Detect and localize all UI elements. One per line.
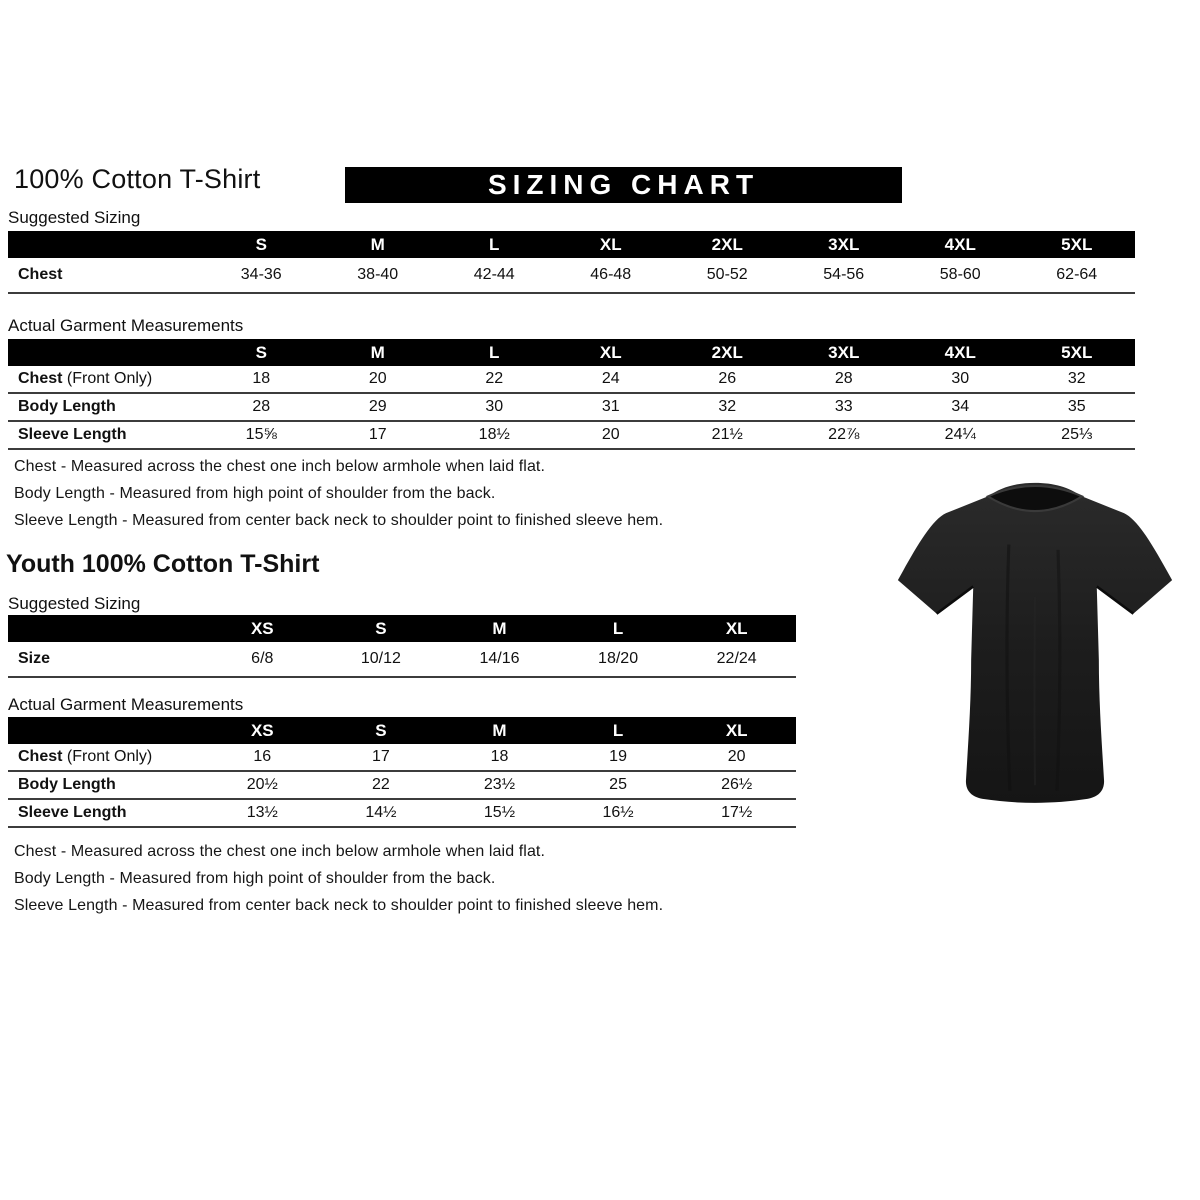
adult-suggested-sizing-label: Suggested Sizing xyxy=(8,208,141,227)
measurement-value: 20½ xyxy=(203,771,322,799)
youth-section-title: Youth 100% Cotton T-Shirt xyxy=(6,550,320,578)
measurement-value: 28 xyxy=(786,366,903,393)
measurement-value: 46-48 xyxy=(553,258,670,293)
row-label-text: Chest xyxy=(18,748,63,765)
row-label-text: Sleeve Length xyxy=(18,804,127,821)
measurement-value: 32 xyxy=(669,393,786,421)
youth-actual-measurements xyxy=(8,717,796,828)
measurement-value: 14½ xyxy=(322,799,441,827)
measurement-value: 34 xyxy=(902,393,1019,421)
size-column-header: 5XL xyxy=(1019,339,1136,366)
measurement-value: 22 xyxy=(322,771,441,799)
row-label xyxy=(8,744,203,771)
measurement-value: 22⅞ xyxy=(786,421,903,449)
measurement-value: 35 xyxy=(1019,393,1136,421)
measurement-value: 29 xyxy=(320,393,437,421)
row-label xyxy=(8,366,203,393)
size-column-header: XS xyxy=(203,615,322,642)
measurement-value: 18 xyxy=(440,744,559,771)
row-label xyxy=(8,799,203,827)
size-table xyxy=(8,231,1135,294)
row-label-text: Chest xyxy=(18,370,63,387)
header-row xyxy=(8,615,796,642)
measurement-value: 25 xyxy=(559,771,678,799)
measurement-value: 10/12 xyxy=(322,642,441,677)
measurement-value: 18½ xyxy=(436,421,553,449)
youth-measurement-notes xyxy=(14,843,834,924)
measurement-value: 17½ xyxy=(677,799,796,827)
size-table xyxy=(8,717,796,828)
note-chest: Chest - Measured across the chest one inch below armhole when laid flat. xyxy=(14,843,546,860)
sizing-chart-banner: SIZING CHART xyxy=(345,167,902,203)
row-label-text: Chest xyxy=(18,266,63,283)
size-column-header: L xyxy=(436,231,553,258)
measurement-row xyxy=(8,393,1135,421)
youth-actual-measurements-label: Actual Garment Measurements xyxy=(8,695,244,714)
size-column-header: 2XL xyxy=(669,339,786,366)
youth-suggested-sizing-label: Suggested Sizing xyxy=(8,594,141,613)
size-column-header: XL xyxy=(677,717,796,744)
size-column-header: 3XL xyxy=(786,339,903,366)
measurement-value: 42-44 xyxy=(436,258,553,293)
row-label xyxy=(8,421,203,449)
measurement-value: 50-52 xyxy=(669,258,786,293)
measurement-value: 23½ xyxy=(440,771,559,799)
measurement-row xyxy=(8,421,1135,449)
header-row xyxy=(8,231,1135,258)
size-column-header: S xyxy=(203,231,320,258)
size-column-header: S xyxy=(203,339,320,366)
measurement-value: 22 xyxy=(436,366,553,393)
adult-suggested-sizing xyxy=(8,231,1135,294)
measurement-value: 24¼ xyxy=(902,421,1019,449)
measurement-value: 30 xyxy=(436,393,553,421)
measurement-value: 20 xyxy=(553,421,670,449)
row-label-suffix: (Front Only) xyxy=(66,748,153,765)
size-column-header: L xyxy=(559,615,678,642)
size-column-header: S xyxy=(322,615,441,642)
measurement-value: 15½ xyxy=(440,799,559,827)
measurement-value: 14/16 xyxy=(440,642,559,677)
measurement-value: 19 xyxy=(559,744,678,771)
row-label-text: Sleeve Length xyxy=(18,426,127,443)
measurement-row xyxy=(8,642,796,677)
row-label-suffix: (Front Only) xyxy=(66,370,153,387)
note-sleeve-length: Sleeve Length - Measured from center back neck to shoulder point to finished sleeve hem. xyxy=(14,897,664,914)
size-table xyxy=(8,339,1135,450)
measurement-value: 20 xyxy=(320,366,437,393)
row-label-text: Body Length xyxy=(18,398,116,415)
measurement-value: 24 xyxy=(553,366,670,393)
adult-measurement-notes xyxy=(14,458,834,539)
measurement-value: 18/20 xyxy=(559,642,678,677)
row-label-text: Size xyxy=(18,650,51,667)
measurement-value: 38-40 xyxy=(320,258,437,293)
size-column-header: XL xyxy=(677,615,796,642)
measurement-value: 22/24 xyxy=(677,642,796,677)
measurement-row xyxy=(8,799,796,827)
measurement-row xyxy=(8,258,1135,293)
row-label xyxy=(8,258,203,293)
measurement-value: 62-64 xyxy=(1019,258,1136,293)
note-body-length: Body Length - Measured from high point of shoulder from the back. xyxy=(14,870,496,887)
size-column-header: M xyxy=(320,231,437,258)
adult-section-title: 100% Cotton T-Shirt xyxy=(14,164,261,194)
measurement-value: 30 xyxy=(902,366,1019,393)
header-row xyxy=(8,717,796,744)
measurement-value: 13½ xyxy=(203,799,322,827)
measurement-value: 32 xyxy=(1019,366,1136,393)
tshirt-silhouette-icon xyxy=(878,464,1192,824)
size-column-header: 2XL xyxy=(669,231,786,258)
measurement-value: 26½ xyxy=(677,771,796,799)
measurement-row xyxy=(8,771,796,799)
measurement-row xyxy=(8,744,796,771)
row-label xyxy=(8,642,203,677)
size-column-header: M xyxy=(440,717,559,744)
header-row xyxy=(8,339,1135,366)
size-column-header: 4XL xyxy=(902,339,1019,366)
measurement-value: 31 xyxy=(553,393,670,421)
tshirt-image xyxy=(878,464,1192,824)
size-column-header: XL xyxy=(553,231,670,258)
header-spacer xyxy=(8,615,203,642)
size-column-header: M xyxy=(320,339,437,366)
measurement-value: 58-60 xyxy=(902,258,1019,293)
row-label xyxy=(8,771,203,799)
size-column-header: XL xyxy=(553,339,670,366)
measurement-value: 17 xyxy=(322,744,441,771)
measurement-value: 33 xyxy=(786,393,903,421)
size-column-header: L xyxy=(559,717,678,744)
note-body-length: Body Length - Measured from high point of shoulder from the back. xyxy=(14,485,496,502)
measurement-value: 54-56 xyxy=(786,258,903,293)
measurement-value: 18 xyxy=(203,366,320,393)
size-column-header: S xyxy=(322,717,441,744)
size-column-header: XS xyxy=(203,717,322,744)
measurement-value: 17 xyxy=(320,421,437,449)
size-column-header: 3XL xyxy=(786,231,903,258)
measurement-value: 26 xyxy=(669,366,786,393)
adult-actual-measurements-label: Actual Garment Measurements xyxy=(8,316,244,335)
note-chest: Chest - Measured across the chest one inch below armhole when laid flat. xyxy=(14,458,546,475)
header-spacer xyxy=(8,231,203,258)
row-label xyxy=(8,393,203,421)
measurement-value: 25⅓ xyxy=(1019,421,1136,449)
measurement-value: 28 xyxy=(203,393,320,421)
row-label-text: Body Length xyxy=(18,776,116,793)
measurement-value: 6/8 xyxy=(203,642,322,677)
header-spacer xyxy=(8,717,203,744)
youth-suggested-sizing xyxy=(8,615,796,678)
header-spacer xyxy=(8,339,203,366)
measurement-value: 21½ xyxy=(669,421,786,449)
note-sleeve-length: Sleeve Length - Measured from center back neck to shoulder point to finished sleeve hem. xyxy=(14,512,664,529)
measurement-value: 15⅝ xyxy=(203,421,320,449)
size-table xyxy=(8,615,796,678)
size-column-header: 4XL xyxy=(902,231,1019,258)
measurement-value: 34-36 xyxy=(203,258,320,293)
measurement-value: 20 xyxy=(677,744,796,771)
adult-actual-measurements xyxy=(8,339,1135,450)
size-column-header: 5XL xyxy=(1019,231,1136,258)
measurement-row xyxy=(8,366,1135,393)
measurement-value: 16 xyxy=(203,744,322,771)
size-column-header: M xyxy=(440,615,559,642)
size-column-header: L xyxy=(436,339,553,366)
measurement-value: 16½ xyxy=(559,799,678,827)
